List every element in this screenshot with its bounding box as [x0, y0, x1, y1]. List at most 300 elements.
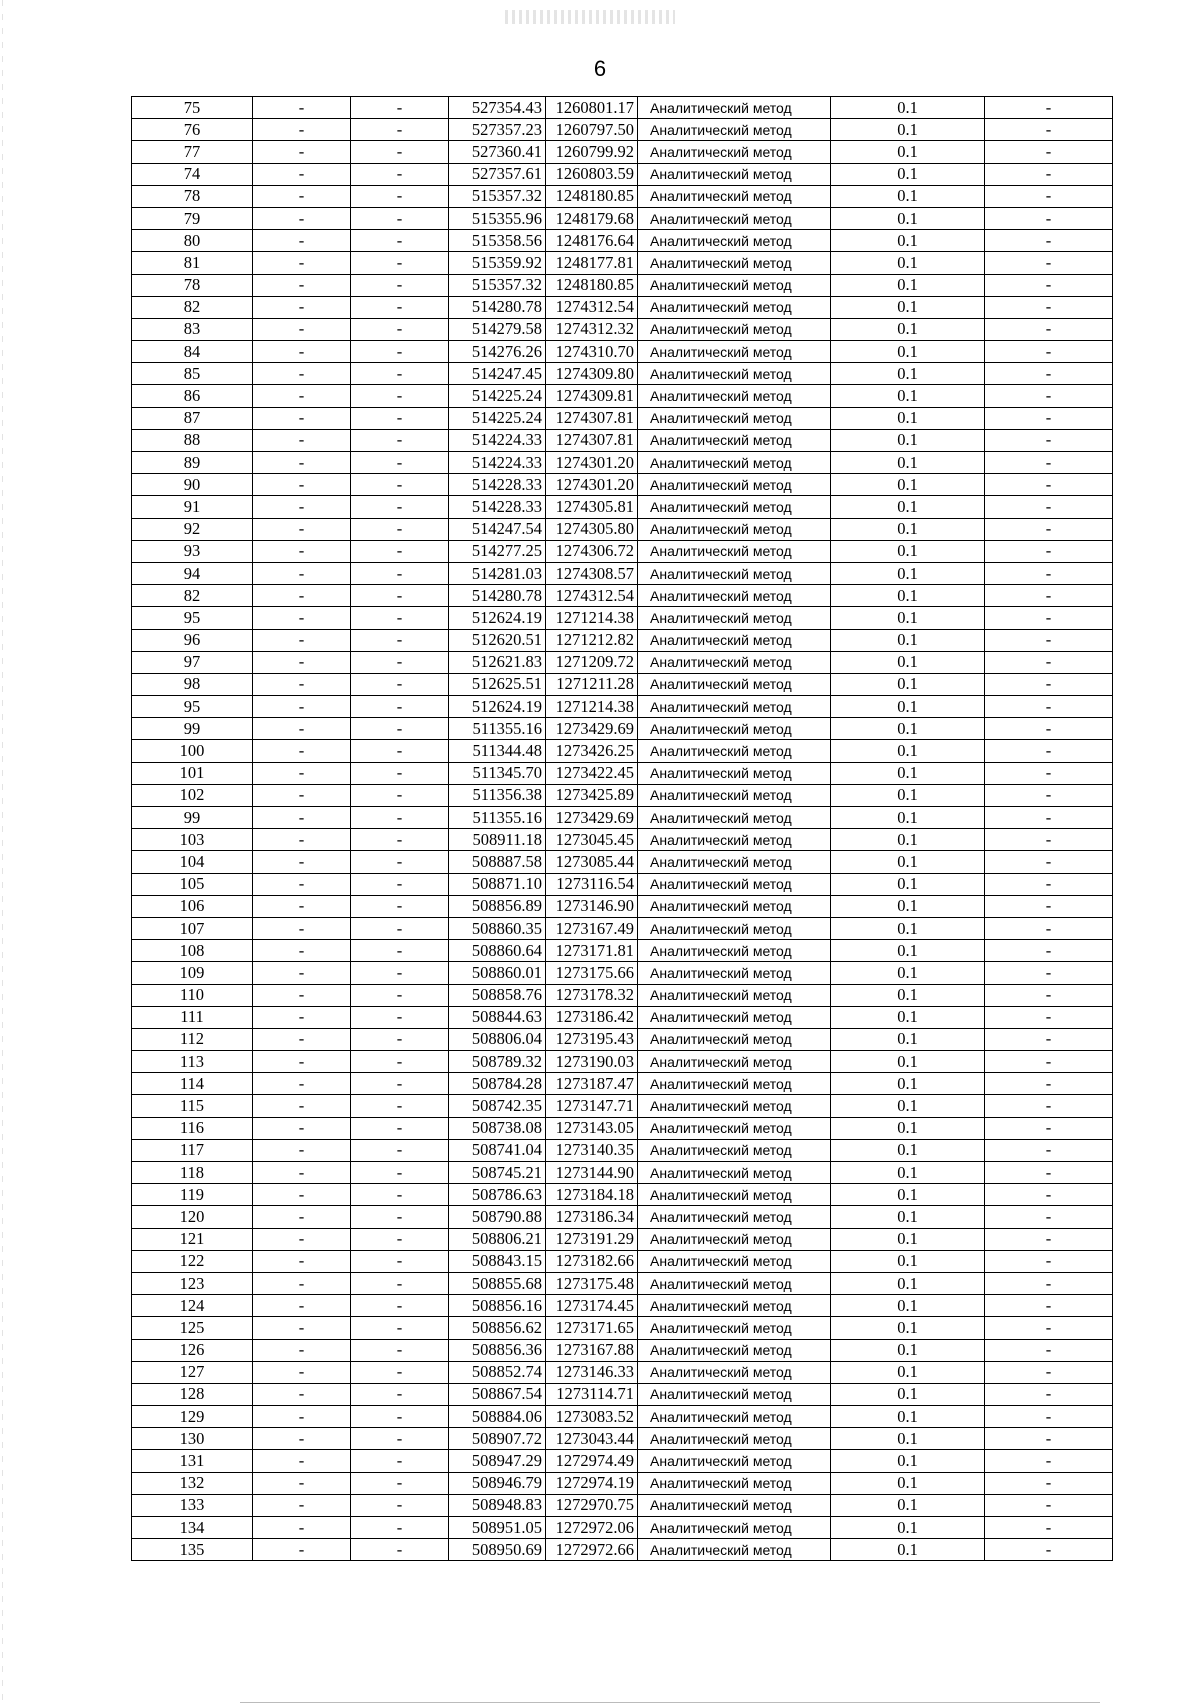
- accuracy-cell: 0.1: [831, 562, 985, 584]
- y-coordinate-cell: 1274306.72: [546, 540, 638, 562]
- dash-cell: -: [351, 1028, 449, 1050]
- point-number-cell: 88: [132, 429, 253, 451]
- method-cell: Аналитический метод: [638, 97, 831, 119]
- dash-cell: -: [985, 207, 1113, 229]
- x-coordinate-cell: 508858.76: [449, 984, 546, 1006]
- y-coordinate-cell: 1248180.85: [546, 185, 638, 207]
- dash-cell: -: [253, 274, 351, 296]
- method-cell: Аналитический метод: [638, 341, 831, 363]
- dash-cell: -: [351, 784, 449, 806]
- accuracy-cell: 0.1: [831, 185, 985, 207]
- dash-cell: -: [253, 696, 351, 718]
- table-row: [132, 407, 1113, 429]
- x-coordinate-cell: 508860.64: [449, 940, 546, 962]
- table-row: [132, 807, 1113, 829]
- x-coordinate-cell: 508852.74: [449, 1361, 546, 1383]
- x-coordinate-cell: 508860.35: [449, 917, 546, 939]
- y-coordinate-cell: 1273429.69: [546, 807, 638, 829]
- y-coordinate-cell: 1274301.20: [546, 474, 638, 496]
- dash-cell: -: [351, 962, 449, 984]
- point-number-cell: 131: [132, 1450, 253, 1472]
- method-cell: Аналитический метод: [638, 429, 831, 451]
- y-coordinate-cell: 1272972.66: [546, 1539, 638, 1561]
- y-coordinate-cell: 1248177.81: [546, 252, 638, 274]
- y-coordinate-cell: 1273429.69: [546, 718, 638, 740]
- dash-cell: -: [351, 1228, 449, 1250]
- accuracy-cell: 0.1: [831, 407, 985, 429]
- y-coordinate-cell: 1273426.25: [546, 740, 638, 762]
- y-coordinate-cell: 1274310.70: [546, 341, 638, 363]
- y-coordinate-cell: 1271212.82: [546, 629, 638, 651]
- dash-cell: -: [351, 474, 449, 496]
- point-number-cell: 109: [132, 962, 253, 984]
- dash-cell: -: [351, 651, 449, 673]
- dash-cell: -: [985, 762, 1113, 784]
- table-row: [132, 917, 1113, 939]
- method-cell: Аналитический метод: [638, 585, 831, 607]
- x-coordinate-cell: 508844.63: [449, 1006, 546, 1028]
- y-coordinate-cell: 1274309.80: [546, 363, 638, 385]
- point-number-cell: 121: [132, 1228, 253, 1250]
- accuracy-cell: 0.1: [831, 829, 985, 851]
- accuracy-cell: 0.1: [831, 1228, 985, 1250]
- dash-cell: -: [351, 97, 449, 119]
- point-number-cell: 105: [132, 873, 253, 895]
- x-coordinate-cell: 508741.04: [449, 1139, 546, 1161]
- dash-cell: -: [985, 873, 1113, 895]
- x-coordinate-cell: 508789.32: [449, 1051, 546, 1073]
- method-cell: Аналитический метод: [638, 1517, 831, 1539]
- point-number-cell: 103: [132, 829, 253, 851]
- point-number-cell: 127: [132, 1361, 253, 1383]
- method-cell: Аналитический метод: [638, 1228, 831, 1250]
- y-coordinate-cell: 1273143.05: [546, 1117, 638, 1139]
- accuracy-cell: 0.1: [831, 851, 985, 873]
- x-coordinate-cell: 512620.51: [449, 629, 546, 651]
- dash-cell: -: [351, 851, 449, 873]
- method-cell: Аналитический метод: [638, 807, 831, 829]
- accuracy-cell: 0.1: [831, 917, 985, 939]
- dash-cell: -: [985, 829, 1113, 851]
- point-number-cell: 97: [132, 651, 253, 673]
- dash-cell: -: [351, 607, 449, 629]
- method-cell: Аналитический метод: [638, 207, 831, 229]
- accuracy-cell: 0.1: [831, 784, 985, 806]
- dash-cell: -: [985, 1517, 1113, 1539]
- method-cell: Аналитический метод: [638, 407, 831, 429]
- accuracy-cell: 0.1: [831, 1317, 985, 1339]
- method-cell: Аналитический метод: [638, 1494, 831, 1516]
- dash-cell: -: [985, 1406, 1113, 1428]
- dash-cell: -: [253, 1406, 351, 1428]
- point-number-cell: 132: [132, 1472, 253, 1494]
- dash-cell: -: [985, 1095, 1113, 1117]
- dash-cell: -: [985, 1206, 1113, 1228]
- dash-cell: -: [985, 607, 1113, 629]
- x-coordinate-cell: 515358.56: [449, 230, 546, 252]
- accuracy-cell: 0.1: [831, 1383, 985, 1405]
- y-coordinate-cell: 1271211.28: [546, 673, 638, 695]
- accuracy-cell: 0.1: [831, 895, 985, 917]
- dash-cell: -: [253, 141, 351, 163]
- y-coordinate-cell: 1273167.88: [546, 1339, 638, 1361]
- dash-cell: -: [985, 141, 1113, 163]
- point-number-cell: 94: [132, 562, 253, 584]
- accuracy-cell: 0.1: [831, 1272, 985, 1294]
- dash-cell: -: [253, 385, 351, 407]
- scan-artifact: [505, 10, 675, 24]
- dash-cell: -: [253, 1317, 351, 1339]
- table-row: [132, 1361, 1113, 1383]
- method-cell: Аналитический метод: [638, 762, 831, 784]
- dash-cell: -: [985, 474, 1113, 496]
- method-cell: Аналитический метод: [638, 296, 831, 318]
- dash-cell: -: [351, 1272, 449, 1294]
- dash-cell: -: [985, 1295, 1113, 1317]
- dash-cell: -: [351, 895, 449, 917]
- y-coordinate-cell: 1273171.65: [546, 1317, 638, 1339]
- dash-cell: -: [253, 1117, 351, 1139]
- x-coordinate-cell: 508884.06: [449, 1406, 546, 1428]
- method-cell: Аналитический метод: [638, 1073, 831, 1095]
- scan-artifact-bottom: [240, 1702, 1100, 1703]
- table-row: [132, 341, 1113, 363]
- accuracy-cell: 0.1: [831, 607, 985, 629]
- dash-cell: -: [253, 1162, 351, 1184]
- accuracy-cell: 0.1: [831, 97, 985, 119]
- table-row: [132, 1406, 1113, 1428]
- x-coordinate-cell: 508843.15: [449, 1250, 546, 1272]
- page-number: 6: [593, 56, 607, 81]
- dash-cell: -: [253, 1051, 351, 1073]
- point-number-cell: 130: [132, 1428, 253, 1450]
- point-number-cell: 95: [132, 696, 253, 718]
- table-row: [132, 1051, 1113, 1073]
- x-coordinate-cell: 514228.33: [449, 474, 546, 496]
- accuracy-cell: 0.1: [831, 230, 985, 252]
- accuracy-cell: 0.1: [831, 585, 985, 607]
- dash-cell: -: [253, 607, 351, 629]
- point-number-cell: 112: [132, 1028, 253, 1050]
- dash-cell: -: [253, 185, 351, 207]
- method-cell: Аналитический метод: [638, 829, 831, 851]
- method-cell: Аналитический метод: [638, 607, 831, 629]
- dash-cell: -: [351, 673, 449, 695]
- table-row: [132, 1295, 1113, 1317]
- point-number-cell: 106: [132, 895, 253, 917]
- accuracy-cell: 0.1: [831, 518, 985, 540]
- accuracy-cell: 0.1: [831, 1361, 985, 1383]
- y-coordinate-cell: 1273186.42: [546, 1006, 638, 1028]
- method-cell: Аналитический метод: [638, 1472, 831, 1494]
- dash-cell: -: [351, 1051, 449, 1073]
- accuracy-cell: 0.1: [831, 1206, 985, 1228]
- accuracy-cell: 0.1: [831, 474, 985, 496]
- y-coordinate-cell: 1273146.90: [546, 895, 638, 917]
- dash-cell: -: [985, 585, 1113, 607]
- dash-cell: -: [985, 363, 1113, 385]
- x-coordinate-cell: 514247.54: [449, 518, 546, 540]
- point-number-cell: 117: [132, 1139, 253, 1161]
- dash-cell: -: [253, 1295, 351, 1317]
- method-cell: Аналитический метод: [638, 1206, 831, 1228]
- x-coordinate-cell: 508860.01: [449, 962, 546, 984]
- accuracy-cell: 0.1: [831, 962, 985, 984]
- method-cell: Аналитический метод: [638, 1162, 831, 1184]
- table-row: [132, 1494, 1113, 1516]
- y-coordinate-cell: 1271209.72: [546, 651, 638, 673]
- accuracy-cell: 0.1: [831, 940, 985, 962]
- x-coordinate-cell: 508856.62: [449, 1317, 546, 1339]
- dash-cell: -: [253, 962, 351, 984]
- x-coordinate-cell: 527357.61: [449, 163, 546, 185]
- dash-cell: -: [253, 97, 351, 119]
- dash-cell: -: [253, 762, 351, 784]
- dash-cell: -: [351, 940, 449, 962]
- method-cell: Аналитический метод: [638, 1428, 831, 1450]
- x-coordinate-cell: 508856.16: [449, 1295, 546, 1317]
- dash-cell: -: [253, 917, 351, 939]
- dash-cell: -: [985, 1428, 1113, 1450]
- dash-cell: -: [253, 540, 351, 562]
- table-row: [132, 97, 1113, 119]
- dash-cell: -: [351, 1162, 449, 1184]
- y-coordinate-cell: 1273422.45: [546, 762, 638, 784]
- dash-cell: -: [351, 296, 449, 318]
- x-coordinate-cell: 514276.26: [449, 341, 546, 363]
- accuracy-cell: 0.1: [831, 1006, 985, 1028]
- table-row: [132, 1162, 1113, 1184]
- x-coordinate-cell: 508911.18: [449, 829, 546, 851]
- point-number-cell: 120: [132, 1206, 253, 1228]
- dash-cell: -: [253, 784, 351, 806]
- point-number-cell: 116: [132, 1117, 253, 1139]
- table-row: [132, 1028, 1113, 1050]
- table-row: [132, 1428, 1113, 1450]
- dash-cell: -: [253, 740, 351, 762]
- method-cell: Аналитический метод: [638, 1006, 831, 1028]
- x-coordinate-cell: 508855.68: [449, 1272, 546, 1294]
- dash-cell: -: [985, 407, 1113, 429]
- method-cell: Аналитический метод: [638, 452, 831, 474]
- point-number-cell: 115: [132, 1095, 253, 1117]
- dash-cell: -: [351, 984, 449, 1006]
- point-number-cell: 99: [132, 807, 253, 829]
- point-number-cell: 108: [132, 940, 253, 962]
- dash-cell: -: [253, 429, 351, 451]
- point-number-cell: 107: [132, 917, 253, 939]
- x-coordinate-cell: 511355.16: [449, 718, 546, 740]
- dash-cell: -: [985, 895, 1113, 917]
- point-number-cell: 129: [132, 1406, 253, 1428]
- method-cell: Аналитический метод: [638, 185, 831, 207]
- accuracy-cell: 0.1: [831, 385, 985, 407]
- dash-cell: -: [351, 1428, 449, 1450]
- point-number-cell: 135: [132, 1539, 253, 1561]
- y-coordinate-cell: 1260797.50: [546, 119, 638, 141]
- method-cell: Аналитический метод: [638, 474, 831, 496]
- x-coordinate-cell: 511344.48: [449, 740, 546, 762]
- table-row: [132, 740, 1113, 762]
- method-cell: Аналитический метод: [638, 274, 831, 296]
- y-coordinate-cell: 1274312.54: [546, 585, 638, 607]
- dash-cell: -: [985, 718, 1113, 740]
- dash-cell: -: [985, 496, 1113, 518]
- point-number-cell: 95: [132, 607, 253, 629]
- table-row: [132, 363, 1113, 385]
- method-cell: Аналитический метод: [638, 363, 831, 385]
- dash-cell: -: [985, 1228, 1113, 1250]
- dash-cell: -: [351, 917, 449, 939]
- point-number-cell: 100: [132, 740, 253, 762]
- method-cell: Аналитический метод: [638, 851, 831, 873]
- y-coordinate-cell: 1272970.75: [546, 1494, 638, 1516]
- x-coordinate-cell: 514225.24: [449, 407, 546, 429]
- dash-cell: -: [985, 252, 1113, 274]
- accuracy-cell: 0.1: [831, 1095, 985, 1117]
- point-number-cell: 96: [132, 629, 253, 651]
- table-row: [132, 540, 1113, 562]
- table-row: [132, 984, 1113, 1006]
- dash-cell: -: [985, 385, 1113, 407]
- dash-cell: -: [351, 363, 449, 385]
- y-coordinate-cell: 1273191.29: [546, 1228, 638, 1250]
- dash-cell: -: [985, 629, 1113, 651]
- point-number-cell: 124: [132, 1295, 253, 1317]
- x-coordinate-cell: 508784.28: [449, 1073, 546, 1095]
- point-number-cell: 101: [132, 762, 253, 784]
- accuracy-cell: 0.1: [831, 207, 985, 229]
- dash-cell: -: [985, 1339, 1113, 1361]
- point-number-cell: 91: [132, 496, 253, 518]
- table-row: [132, 163, 1113, 185]
- accuracy-cell: 0.1: [831, 1250, 985, 1272]
- point-number-cell: 92: [132, 518, 253, 540]
- y-coordinate-cell: 1273146.33: [546, 1361, 638, 1383]
- point-number-cell: 86: [132, 385, 253, 407]
- point-number-cell: 79: [132, 207, 253, 229]
- dash-cell: -: [253, 318, 351, 340]
- accuracy-cell: 0.1: [831, 274, 985, 296]
- y-coordinate-cell: 1274307.81: [546, 429, 638, 451]
- point-number-cell: 122: [132, 1250, 253, 1272]
- y-coordinate-cell: 1273174.45: [546, 1295, 638, 1317]
- method-cell: Аналитический метод: [638, 518, 831, 540]
- x-coordinate-cell: 508856.36: [449, 1339, 546, 1361]
- y-coordinate-cell: 1271214.38: [546, 607, 638, 629]
- x-coordinate-cell: 508871.10: [449, 873, 546, 895]
- x-coordinate-cell: 511356.38: [449, 784, 546, 806]
- dash-cell: -: [351, 1406, 449, 1428]
- method-cell: Аналитический метод: [638, 318, 831, 340]
- y-coordinate-cell: 1273425.89: [546, 784, 638, 806]
- x-coordinate-cell: 508867.54: [449, 1383, 546, 1405]
- x-coordinate-cell: 514281.03: [449, 562, 546, 584]
- dash-cell: -: [253, 1494, 351, 1516]
- dash-cell: -: [253, 207, 351, 229]
- method-cell: Аналитический метод: [638, 163, 831, 185]
- table-row: [132, 1006, 1113, 1028]
- point-number-cell: 87: [132, 407, 253, 429]
- table-row: [132, 1539, 1113, 1561]
- method-cell: Аналитический метод: [638, 629, 831, 651]
- dash-cell: -: [351, 1317, 449, 1339]
- table-row: [132, 762, 1113, 784]
- dash-cell: -: [351, 1295, 449, 1317]
- table-row: [132, 318, 1113, 340]
- dash-cell: -: [253, 984, 351, 1006]
- method-cell: Аналитический метод: [638, 141, 831, 163]
- accuracy-cell: 0.1: [831, 363, 985, 385]
- dash-cell: -: [985, 984, 1113, 1006]
- y-coordinate-cell: 1260799.92: [546, 141, 638, 163]
- accuracy-cell: 0.1: [831, 740, 985, 762]
- dash-cell: -: [985, 562, 1113, 584]
- table-row: [132, 1206, 1113, 1228]
- method-cell: Аналитический метод: [638, 1250, 831, 1272]
- table-row: [132, 252, 1113, 274]
- dash-cell: -: [351, 341, 449, 363]
- dash-cell: -: [351, 629, 449, 651]
- dash-cell: -: [253, 407, 351, 429]
- x-coordinate-cell: 508887.58: [449, 851, 546, 873]
- dash-cell: -: [351, 540, 449, 562]
- accuracy-cell: 0.1: [831, 1472, 985, 1494]
- y-coordinate-cell: 1272974.19: [546, 1472, 638, 1494]
- x-coordinate-cell: 508806.04: [449, 1028, 546, 1050]
- dash-cell: -: [985, 1184, 1113, 1206]
- dash-cell: -: [351, 1073, 449, 1095]
- x-coordinate-cell: 514228.33: [449, 496, 546, 518]
- dash-cell: -: [253, 119, 351, 141]
- dash-cell: -: [253, 585, 351, 607]
- x-coordinate-cell: 515357.32: [449, 185, 546, 207]
- accuracy-cell: 0.1: [831, 1184, 985, 1206]
- point-number-cell: 85: [132, 363, 253, 385]
- dash-cell: -: [351, 1517, 449, 1539]
- dash-cell: -: [351, 1472, 449, 1494]
- dash-cell: -: [985, 917, 1113, 939]
- dash-cell: -: [985, 784, 1113, 806]
- dash-cell: -: [351, 585, 449, 607]
- y-coordinate-cell: 1273045.45: [546, 829, 638, 851]
- accuracy-cell: 0.1: [831, 1139, 985, 1161]
- y-coordinate-cell: 1273182.66: [546, 1250, 638, 1272]
- table-row: [132, 1317, 1113, 1339]
- accuracy-cell: 0.1: [831, 252, 985, 274]
- method-cell: Аналитический метод: [638, 1361, 831, 1383]
- table-row: [132, 274, 1113, 296]
- dash-cell: -: [253, 651, 351, 673]
- x-coordinate-cell: 512624.19: [449, 696, 546, 718]
- dash-cell: -: [253, 163, 351, 185]
- dash-cell: -: [253, 230, 351, 252]
- accuracy-cell: 0.1: [831, 452, 985, 474]
- dash-cell: -: [985, 740, 1113, 762]
- dash-cell: -: [253, 252, 351, 274]
- dash-cell: -: [253, 518, 351, 540]
- coordinates-table: [131, 96, 1113, 1561]
- x-coordinate-cell: 508907.72: [449, 1428, 546, 1450]
- table-row: [132, 185, 1113, 207]
- dash-cell: -: [985, 274, 1113, 296]
- point-number-cell: 99: [132, 718, 253, 740]
- method-cell: Аналитический метод: [638, 984, 831, 1006]
- method-cell: Аналитический метод: [638, 1184, 831, 1206]
- x-coordinate-cell: 508951.05: [449, 1517, 546, 1539]
- dash-cell: -: [351, 740, 449, 762]
- dash-cell: -: [351, 718, 449, 740]
